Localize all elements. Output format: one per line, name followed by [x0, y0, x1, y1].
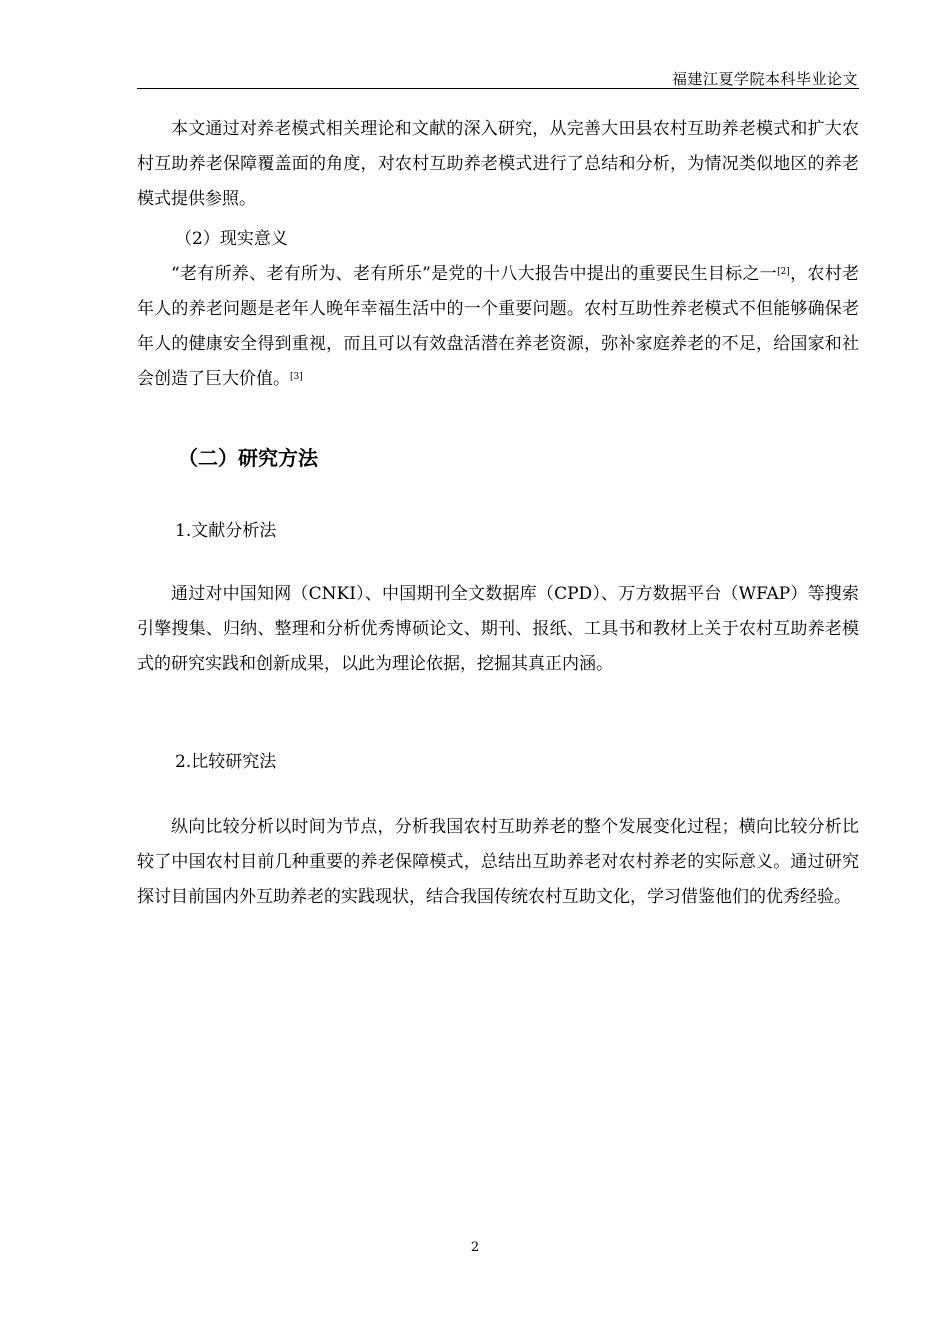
paragraph-text-part1: “老有所养、老有所为、老有所乐”是党的十八大报告中提出的重要民生目标之一: [171, 264, 778, 284]
header-divider: [137, 88, 859, 89]
citation-ref-3: [3]: [290, 372, 303, 382]
citation-ref-2: [2]: [777, 267, 790, 277]
paragraph-text-part2: ，农村老年人的养老问题是老年人晚年幸福生活中的一个重要问题。农村互助性养老模式不但能够确保老年人的健康安全得到重视，而且可以有效盘活潜在养老资源，弥补家庭养老的不足，给国家和社会创造了巨大价值。: [137, 264, 859, 389]
subheading-practical-significance: （2）现实意义: [175, 229, 288, 249]
method-comparative-research-text: 纵向比较分析以时间为节点，分析我国农村互助养老的整个发展变化过程；横向比较分析比较了中国农村目前几种重要的养老保障模式，总结出互助养老对农村养老的实际意义。通过研究探讨目前国内外互助养老的实践现状，结合我国传统农村互助文化，学习借鉴他们的优秀经验。: [137, 817, 859, 907]
paragraph-theoretical-significance: 本文通过对养老模式相关理论和文献的深入研究，从完善大田县农村互助养老模式和扩大农村互助养老保障覆盖面的角度，对农村互助养老模式进行了总结和分析，为情况类似地区的养老模式提供参照。: [137, 119, 859, 209]
method-comparative-research-label: 2.比较研究法: [175, 752, 277, 772]
section-title-research-methods: （二）研究方法: [178, 446, 318, 470]
paragraph-practical-significance: [137, 257, 859, 397]
page-header-title: 福建江夏学院本科毕业论文: [671, 70, 858, 88]
page-number: 2: [470, 1240, 480, 1255]
method-literature-analysis-text: 通过对中国知网（CNKI）、中国期刊全文数据库（CPD）、万方数据平台（WFAP）等搜索引擎搜集、归纳、整理和分析优秀博硕论文、期刊、报纸、工具书和教材上关于农村互助养老模式的研究实践和创新成果，以此为理论依据，挖掘其真正内涵。: [137, 584, 859, 674]
method-literature-analysis-label: 1.文献分析法: [175, 521, 277, 541]
